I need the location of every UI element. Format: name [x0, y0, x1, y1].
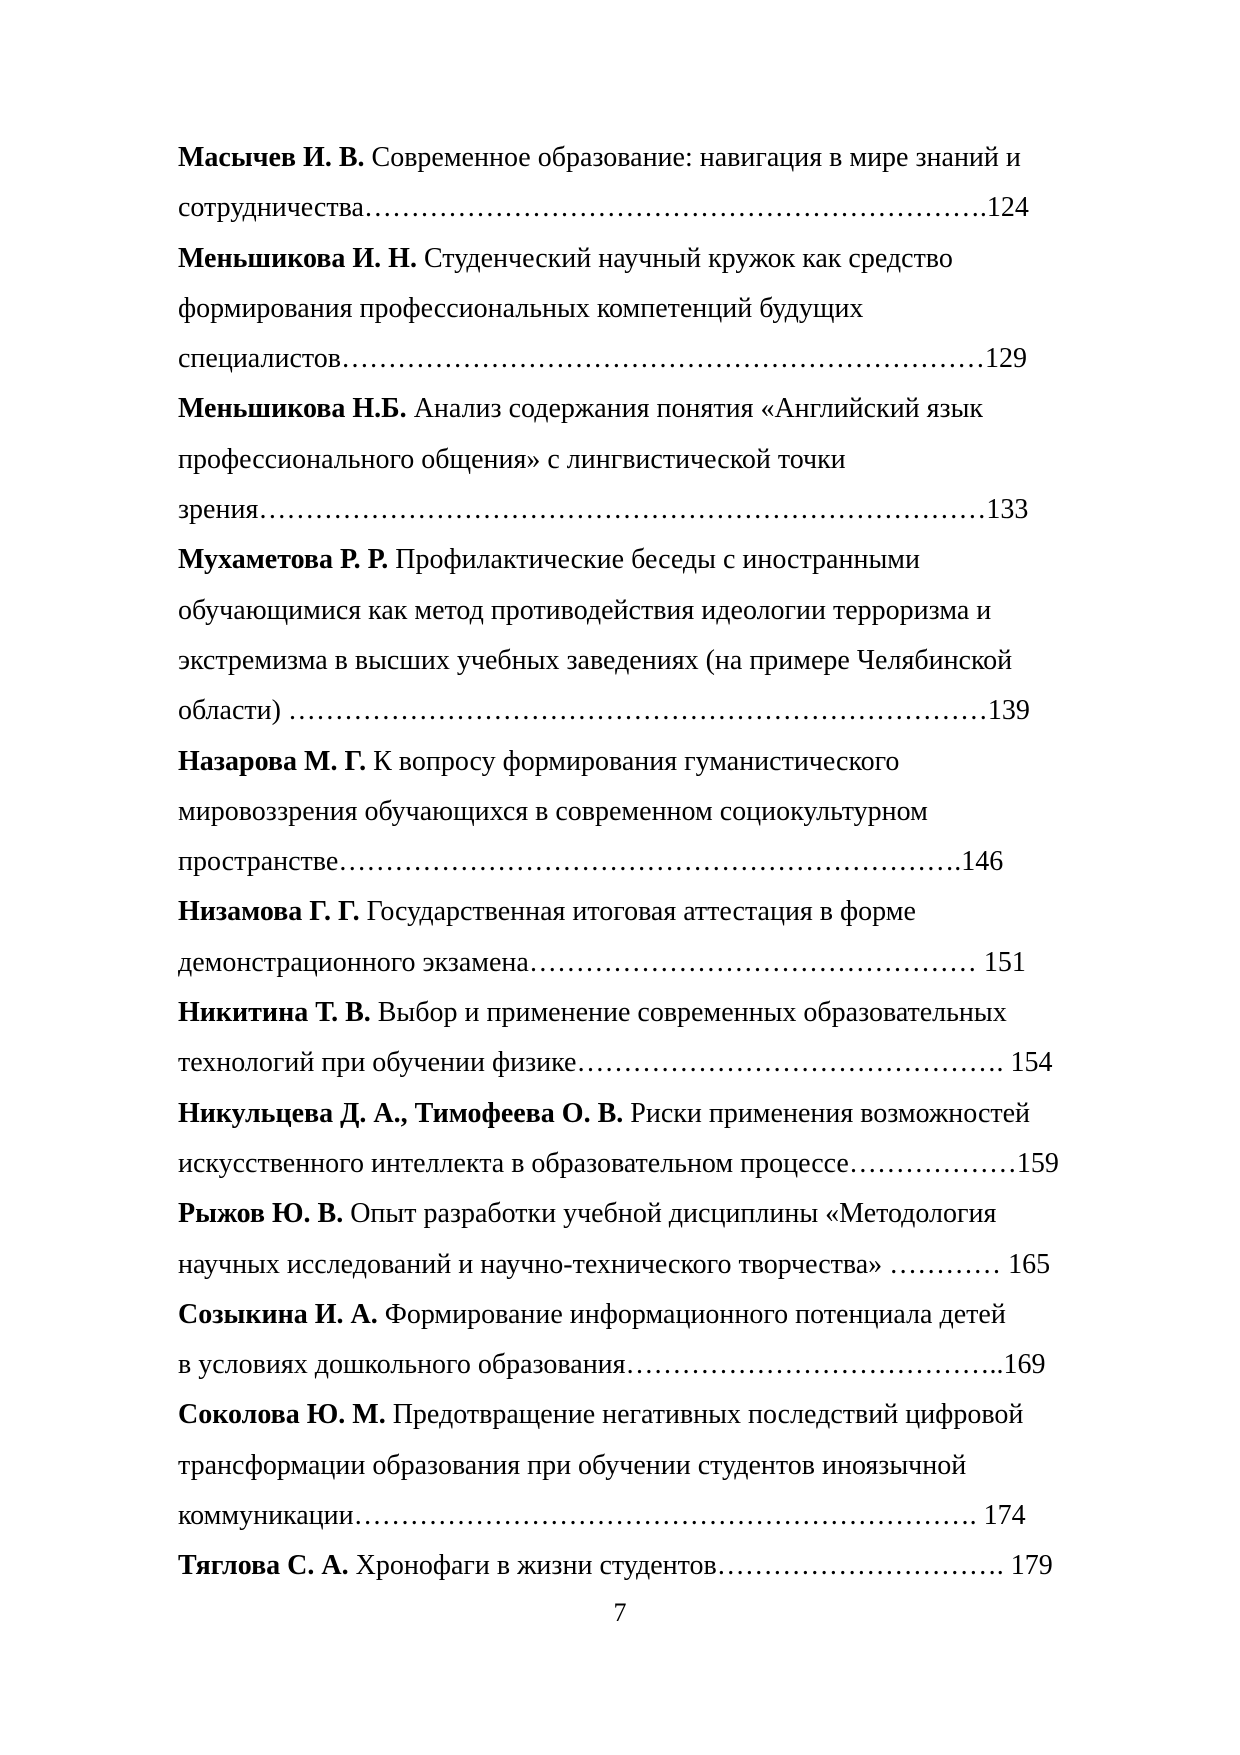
toc-title: Выбор и применение современных образовательных: [377, 997, 1007, 1029]
toc-entry: [178, 234, 1098, 385]
toc-line: обучающимися как метод противодействия идеологии терроризма и: [178, 594, 992, 626]
toc-author: Созыкина И. А.: [178, 1298, 378, 1330]
toc-line: [178, 535, 1098, 585]
toc-line: формирования профессиональных компетенций будущих: [178, 292, 864, 324]
toc-author: Меньшикова Н.Б.: [178, 393, 407, 425]
toc-entry: [178, 887, 1098, 988]
toc-line: [178, 384, 1098, 434]
toc-line: трансформации образования при обучении студентов иноязычной: [178, 1449, 967, 1481]
toc-author: Рыжов Ю. В.: [178, 1198, 344, 1230]
toc-line: [178, 1541, 1098, 1591]
toc-entry: [178, 535, 1098, 736]
toc-line: [178, 988, 1098, 1038]
table-of-contents: [178, 133, 1098, 1592]
toc-title: Риски применения возможностей: [630, 1097, 1031, 1129]
toc-author: Тяглова С. А.: [178, 1550, 349, 1582]
toc-line: искусственного интеллекта в образовательном процессе………………159: [178, 1147, 1059, 1179]
toc-line: [178, 133, 1098, 183]
toc-line: профессионального общения» с лингвистической точки: [178, 443, 846, 475]
toc-entry: [178, 737, 1098, 888]
toc-entry: [178, 1189, 1098, 1290]
toc-line: в условиях дошкольного образования…………………………………..169: [178, 1349, 1046, 1381]
toc-title: Формирование информационного потенциала детей: [384, 1298, 1006, 1330]
toc-title: К вопросу формирования гуманистического: [373, 745, 900, 777]
toc-line: демонстрационного экзамена………………………………………… 151: [178, 946, 1026, 978]
toc-author: Назарова М. Г.: [178, 745, 367, 777]
toc-line: [178, 737, 1098, 787]
toc-line: сотрудничества………………………………………………………….124: [178, 192, 1029, 224]
toc-title: Предотвращение негативных последствий цифровой: [392, 1399, 1024, 1431]
toc-author: Соколова Ю. М.: [178, 1399, 386, 1431]
toc-title: Хронофаги в жизни студентов…………………………. 179: [355, 1550, 1053, 1582]
toc-entry: [178, 1541, 1098, 1591]
toc-title: Опыт разработки учебной дисциплины «Методология: [350, 1198, 997, 1230]
toc-line: мировоззрения обучающихся в современном социокультурном: [178, 795, 928, 827]
toc-author: Мухаметова Р. Р.: [178, 544, 389, 576]
toc-line: технологий при обучении физике………………………………………. 154: [178, 1047, 1053, 1079]
toc-line: области) …………………………………………………………………139: [178, 695, 1030, 727]
toc-title: Современное образование: навигация в мире знаний и: [371, 142, 1021, 173]
toc-line: [178, 1189, 1098, 1239]
toc-entry: [178, 1089, 1098, 1190]
toc-title: Государственная итоговая аттестация в форме: [366, 896, 916, 928]
toc-title: Анализ содержания понятия «Английский язык: [413, 393, 984, 425]
toc-entry: [178, 133, 1098, 234]
toc-entry: [178, 988, 1098, 1089]
toc-title: Профилактические беседы с иностранными: [395, 544, 920, 576]
toc-entry: [178, 1290, 1098, 1391]
toc-line: экстремизма в высших учебных заведениях (на примере Челябинской: [178, 644, 1013, 676]
toc-author: Меньшикова И. Н.: [178, 242, 417, 274]
toc-line: специалистов……………………………………………………………129: [178, 343, 1027, 375]
toc-author: Масычев И. В.: [178, 142, 365, 173]
toc-line: [178, 1089, 1098, 1139]
toc-entry: [178, 1390, 1098, 1541]
toc-line: коммуникации…………………………………………………………. 174: [178, 1500, 1026, 1532]
toc-line: [178, 1290, 1098, 1340]
toc-line: пространстве………………………………………………………….146: [178, 846, 1004, 878]
toc-line: [178, 234, 1098, 284]
toc-author: Низамова Г. Г.: [178, 896, 360, 928]
toc-title: Студенческий научный кружок как средство: [423, 242, 953, 274]
toc-line: научных исследований и научно-технического творчества» ………… 165: [178, 1248, 1051, 1280]
page-number: 7: [613, 1598, 627, 1627]
toc-entry: [178, 384, 1098, 535]
toc-author: Никульцева Д. А., Тимофеева О. В.: [178, 1097, 624, 1129]
toc-author: Никитина Т. В.: [178, 997, 371, 1029]
toc-line: [178, 887, 1098, 937]
toc-line: [178, 1390, 1098, 1440]
toc-line: зрения……………………………………………………………………133: [178, 494, 1029, 526]
